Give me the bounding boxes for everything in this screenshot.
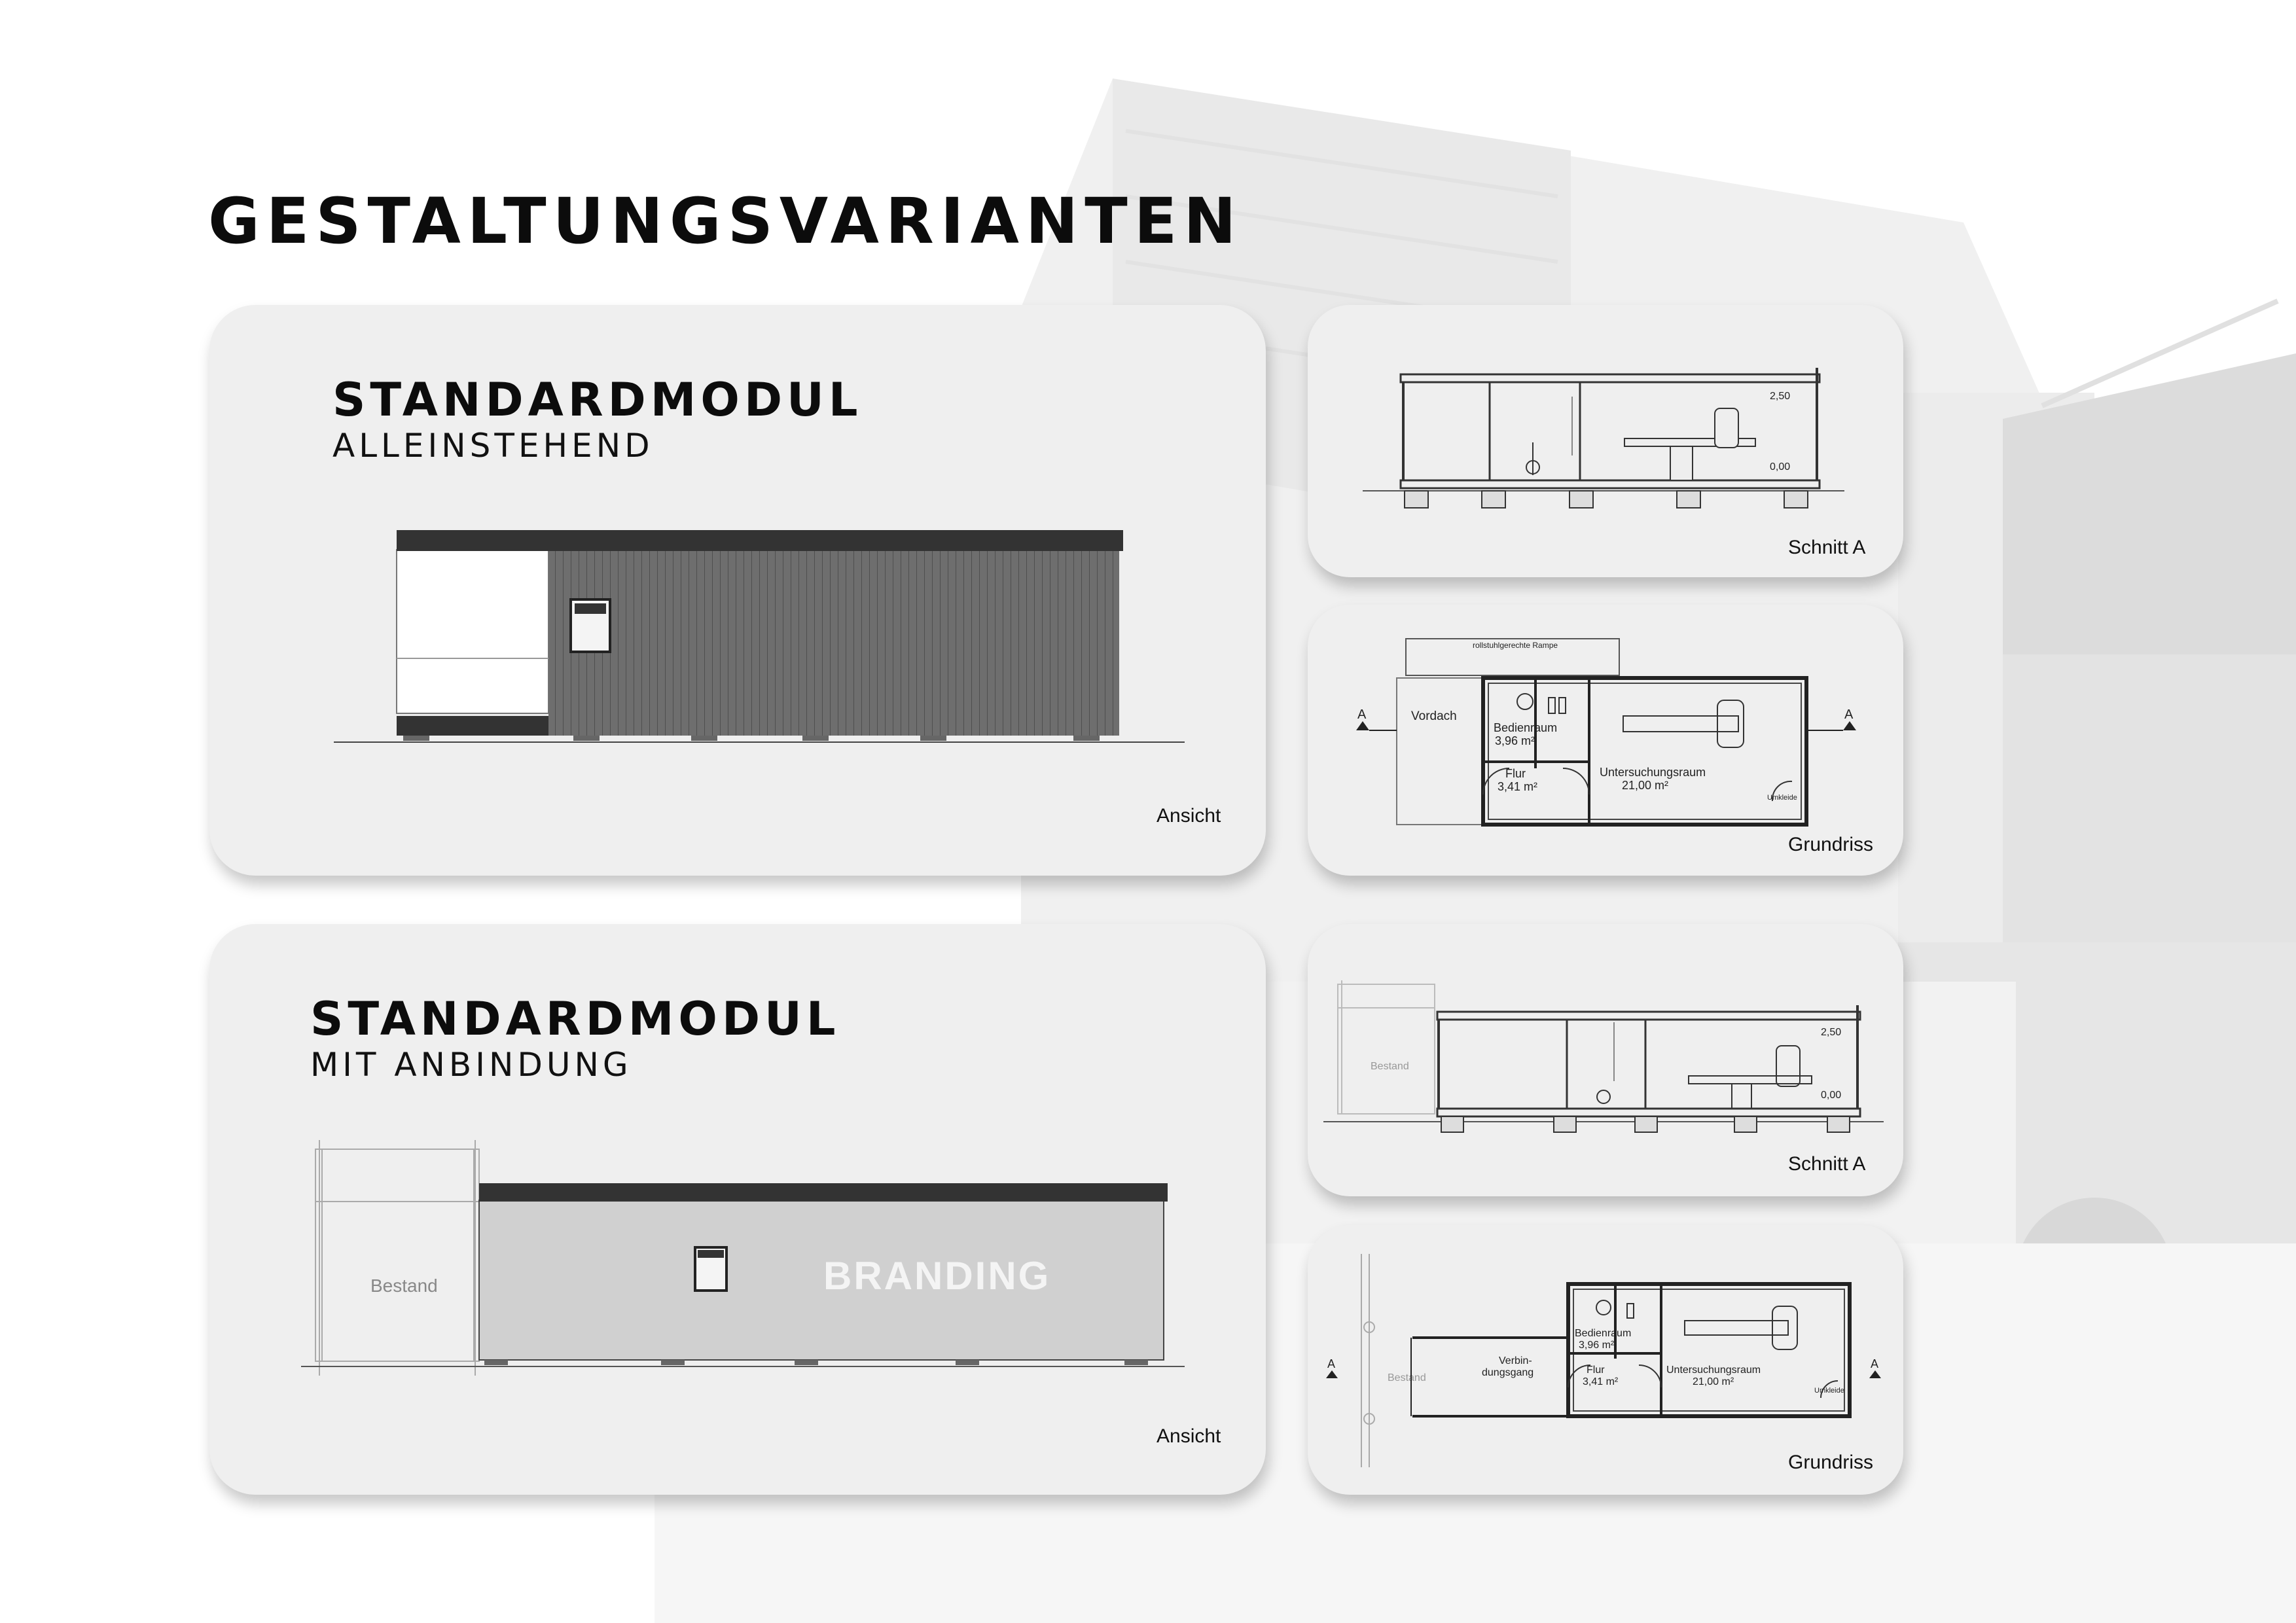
level-bottom: 0,00 (1821, 1090, 1842, 1101)
variant-1-plan-card (1308, 605, 1903, 876)
canopy-plinth (397, 716, 548, 736)
existing-label: Bestand (1371, 1061, 1409, 1072)
variant-1-plan-caption: Grundriss (1788, 834, 1874, 855)
control-room-label: Bedienraum (1494, 721, 1558, 734)
section-marker-left: A (1357, 707, 1367, 722)
control-room-area: 3,96 m² (1495, 734, 1535, 747)
level-top: 2,50 (1770, 391, 1791, 402)
exam-room-label: Untersuchungsraum (1600, 766, 1706, 779)
exam-room-label: Untersuchungsraum (1666, 1364, 1761, 1376)
exam-room-area: 21,00 m² (1693, 1376, 1734, 1387)
level-top: 2,50 (1821, 1027, 1842, 1038)
variant-2-title: STANDARDMODUL (310, 992, 840, 1046)
variant-1-section-caption: Schnitt A (1788, 537, 1866, 558)
section-marker-right: A (1844, 707, 1854, 722)
branding-label: BRANDING (823, 1254, 1051, 1298)
canopy-label: Vordach (1411, 709, 1457, 723)
ramp-label: rollstuhlgerechte Rampe (1473, 641, 1558, 650)
hall-label: Flur (1505, 767, 1526, 780)
variant-1-elevation-drawing (209, 305, 1266, 876)
existing-label: Bestand (370, 1275, 438, 1296)
variant-2-section-caption: Schnitt A (1788, 1153, 1866, 1175)
connector-label-1: Verbin- (1499, 1355, 1532, 1366)
connector-label-2: dungsgang (1482, 1367, 1534, 1378)
variant-2-subtitle: MIT ANBINDUNG (310, 1046, 632, 1084)
module-body (548, 550, 1119, 736)
variant-1-elevation-card (209, 305, 1266, 876)
hall-label: Flur (1587, 1364, 1605, 1376)
exam-room-area: 21,00 m² (1622, 779, 1669, 792)
changing-label: Umkleide (1767, 794, 1797, 802)
level-bottom: 0,00 (1770, 461, 1791, 473)
variant-1-title: STANDARDMODUL (332, 373, 863, 427)
variant-2-section-card (1308, 924, 1903, 1196)
variant-2-elevation-drawing (209, 924, 1266, 1495)
variant-1-subtitle: ALLEINSTEHEND (332, 427, 654, 465)
existing-label: Bestand (1388, 1372, 1426, 1383)
variant-1-section-card (1308, 305, 1903, 577)
control-room-label: Bedienraum (1575, 1328, 1632, 1339)
variant-2-elevation-card (209, 924, 1266, 1495)
variant-2-elevation-caption: Ansicht (1157, 1425, 1221, 1447)
roof (397, 530, 1123, 551)
hall-area: 3,41 m² (1498, 780, 1538, 793)
control-room-area: 3,96 m² (1579, 1340, 1615, 1351)
page-title: GESTALTUNGSVARIANTEN (208, 185, 1243, 258)
variant-1-elevation-caption: Ansicht (1157, 805, 1221, 827)
roof (479, 1183, 1168, 1202)
section-marker-left: A (1327, 1357, 1336, 1370)
module-body (479, 1200, 1164, 1360)
hall-area: 3,41 m² (1583, 1376, 1619, 1387)
variant-2-plan-card (1308, 1225, 1903, 1495)
variant-2-plan-caption: Grundriss (1788, 1452, 1874, 1473)
section-marker-right: A (1871, 1357, 1879, 1370)
changing-label: Umkleide (1814, 1387, 1844, 1395)
